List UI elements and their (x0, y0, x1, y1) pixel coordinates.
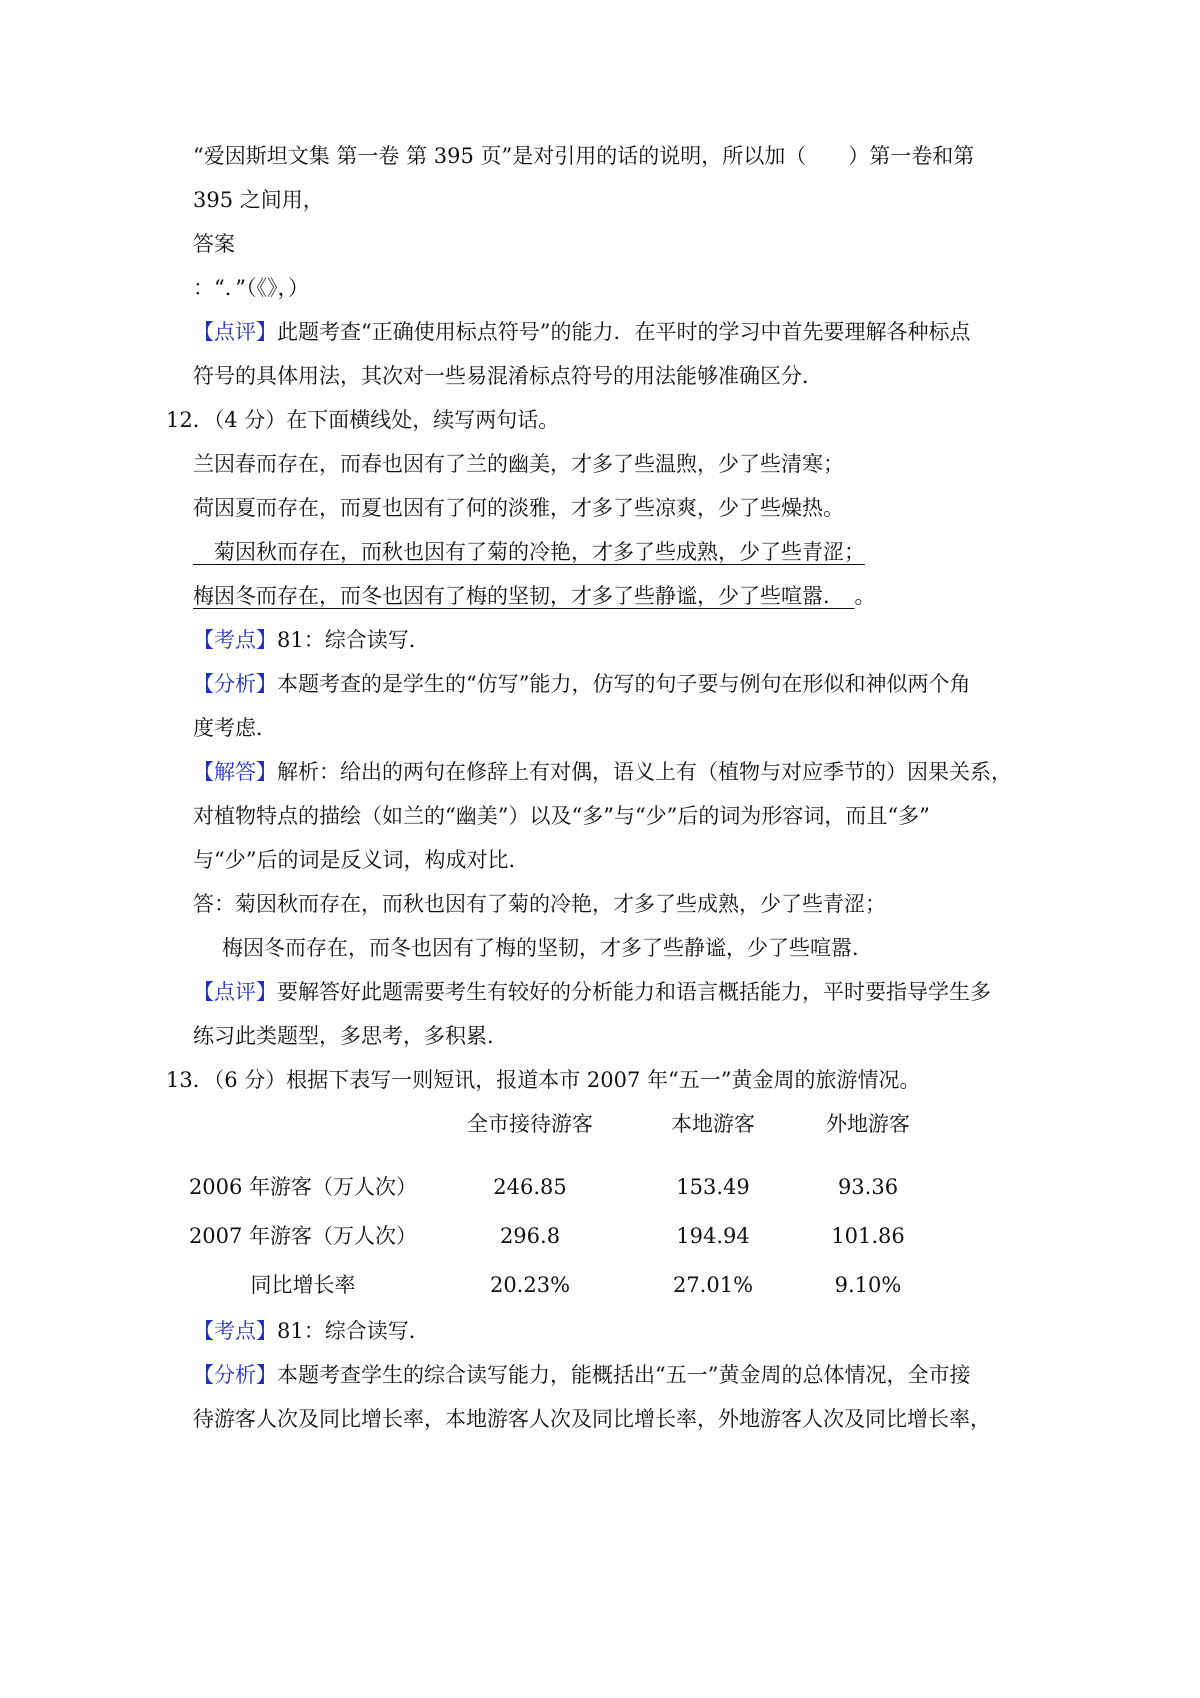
table-cell: 194.94 (676, 1224, 750, 1248)
table-cell: 296.8 (499, 1224, 561, 1248)
answer-line: 梅因冬而存在，而冬也因有了梅的坚韧，才多了些静谧，少了些喧嚣． (222, 936, 873, 960)
comment-text: 要解答好此题需要考生有较好的分析能力和语言概括能力，平时要指导学生多 (277, 980, 991, 1004)
comment-line (193, 318, 970, 346)
kaodian-text: 81：综合读写． (277, 1319, 430, 1343)
filled-answer-line: 菊因秋而存在，而秋也因有了菊的冷艳，才多了些成熟，少了些青涩； (193, 540, 865, 564)
comment-tag: 【点评】 (193, 980, 277, 1004)
fenxi-line (193, 670, 970, 698)
text-line: 与“少”后的词是反义词，构成对比． (193, 848, 530, 872)
fenxi-text: 本题考查的是学生的“仿写”能力，仿写的句子要与例句在形似和神似两个角 (277, 672, 971, 696)
text-line: 对植物特点的描绘（如兰的“幽美”）以及“多”与“少”后的词为形容词，而且“多” (193, 804, 930, 828)
kaodian-tag: 【考点】 (193, 1319, 277, 1343)
comment-text: 此题考查“正确使用标点符号”的能力．在平时的学习中首先要理解各种标点 (277, 320, 971, 344)
table-row-label: 同比增长率 (250, 1273, 356, 1297)
table-header: 外地游客 (826, 1112, 910, 1136)
table-cell: 20.23% (489, 1273, 571, 1297)
table-cell: 246.85 (493, 1175, 567, 1199)
table-cell: 9.10% (834, 1273, 902, 1297)
kaodian-line (193, 626, 430, 654)
filled-answer-end: 。 (854, 584, 876, 608)
table-header: 全市接待游客 (467, 1112, 593, 1136)
table-row-label: 2007 年游客（万人次） (188, 1224, 418, 1248)
text-line: 395 之间用， (193, 188, 324, 212)
text-line: 练习此类题型，多思考，多积累． (193, 1024, 508, 1048)
question-13-title: 13．（6 分）根据下表写一则短讯，报道本市 2007 年“五一”黄金周的旅游情况。 (166, 1068, 921, 1092)
table-cell: 27.01% (672, 1273, 754, 1297)
filled-answer-line (193, 582, 876, 610)
table-cell: 101.86 (831, 1224, 905, 1248)
fenxi-tag: 【分析】 (193, 1363, 277, 1387)
jieda-text: 解析：给出的两句在修辞上有对偶，语义上有（植物与对应季节的）因果关系， (277, 760, 1012, 784)
jieda-tag: 【解答】 (193, 760, 277, 784)
comment-line (193, 978, 991, 1006)
question-12-title: 12．（4 分）在下面横线处，续写两句话。 (166, 408, 560, 432)
fenxi-text: 本题考查学生的综合读写能力，能概括出“五一”黄金周的总体情况，全市接 (277, 1363, 971, 1387)
table-row-label: 2006 年游客（万人次） (188, 1175, 418, 1199)
table-header: 本地游客 (671, 1112, 755, 1136)
answer-heading: 答案 (193, 232, 235, 256)
answer-line: 答：菊因秋而存在，而秋也因有了菊的冷艳，才多了些成熟，少了些青涩； (193, 892, 886, 916)
kaodian-tag: 【考点】 (193, 628, 277, 652)
filled-answer-underlined: 梅因冬而存在，而冬也因有了梅的坚韧，才多了些静谧，少了些喧嚣． (193, 584, 855, 608)
text-line: 度考虑． (193, 716, 277, 740)
answer-text: ：“．”（《》，） (193, 276, 309, 300)
fenxi-line (193, 1361, 970, 1389)
text-line: “爱因斯坦文集 第一卷 第 395 页”是对引用的话的说明，所以加（ ）第一卷和第 (193, 144, 975, 168)
fenxi-tag: 【分析】 (193, 672, 277, 696)
table-cell: 93.36 (837, 1175, 899, 1199)
kaodian-line (193, 1317, 430, 1345)
comment-tag: 【点评】 (193, 320, 277, 344)
jieda-line (193, 758, 1012, 786)
text-line: 待游客人次及同比增长率，本地游客人次及同比增长率，外地游客人次及同比增长率， (193, 1407, 991, 1431)
example-line: 荷因夏而存在，而夏也因有了何的淡雅，才多了些凉爽，少了些燥热。 (193, 496, 844, 520)
table-cell: 153.49 (676, 1175, 750, 1199)
example-line: 兰因春而存在，而春也因有了兰的幽美，才多了些温煦，少了些清寒； (193, 452, 844, 476)
text-line: 符号的具体用法，其次对一些易混淆标点符号的用法能够准确区分． (193, 364, 823, 388)
kaodian-text: 81：综合读写． (277, 628, 430, 652)
